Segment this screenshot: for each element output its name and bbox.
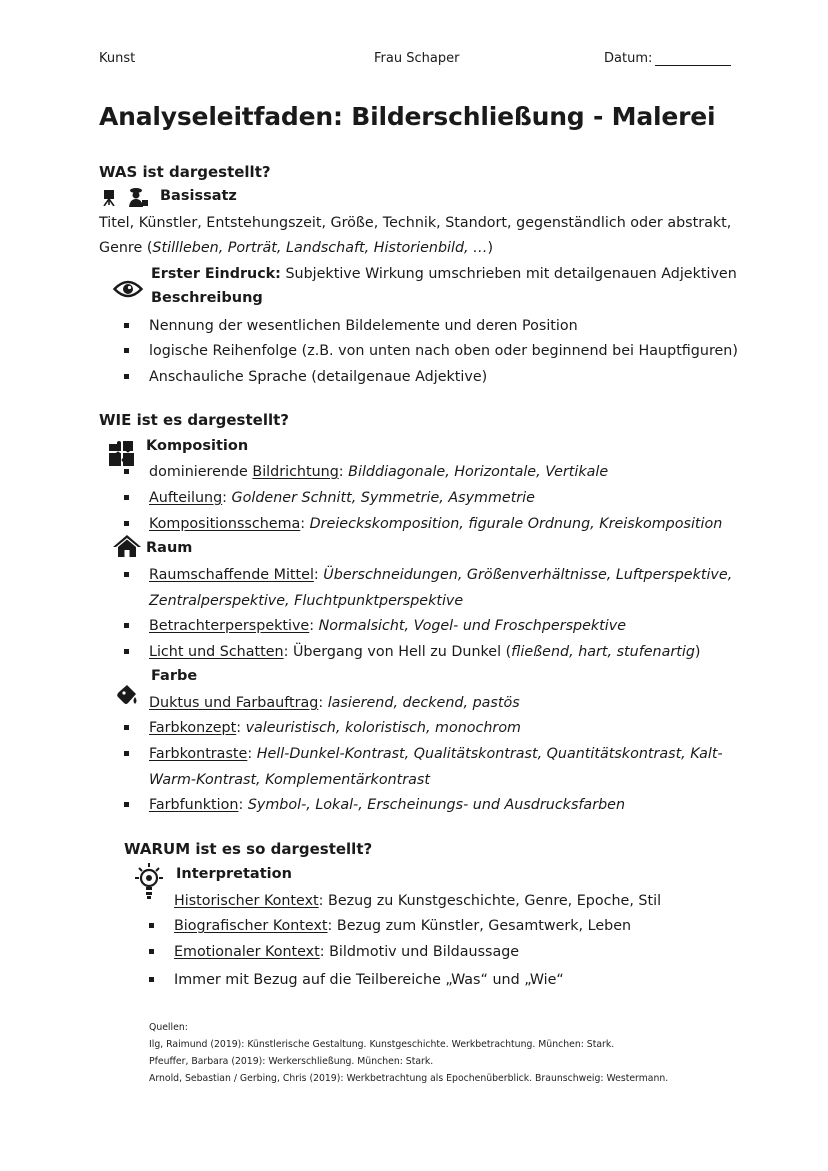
painter-icon [127, 187, 149, 207]
interpretation-item [174, 889, 661, 915]
item-sep: : [313, 567, 324, 583]
basissatz-line1: Titel, Künstler, Entstehungszeit, Größe, Technik, Standort, gegenständlich oder abstrakt, [99, 215, 732, 231]
komposition-item [149, 512, 722, 538]
farbe-item [149, 716, 521, 742]
raum-label: Raum [146, 540, 193, 556]
paint-bucket-icon [115, 683, 139, 707]
item-term: Farbfunktion [149, 797, 239, 813]
komposition-item [149, 460, 608, 486]
puzzle-icon [108, 440, 135, 467]
item-desc: Normalsicht, Vogel- und Froschperspektive [318, 618, 627, 634]
item-term: Biografischer Kontext [174, 918, 328, 934]
item-term: Historischer Kontext [174, 893, 319, 909]
farbe-item [149, 742, 723, 768]
bullet-marker [149, 949, 154, 954]
item-term: Kompositionsschema [149, 516, 301, 532]
bullet-marker [124, 323, 129, 328]
item-sep: : [238, 797, 248, 813]
item-desc: Bilddiagonale, Horizontale, Vertikale [348, 464, 609, 480]
easel-icon [101, 189, 117, 206]
raum-item [149, 563, 732, 589]
header-date [604, 51, 731, 66]
basissatz-genre-prefix: Genre ( [99, 240, 153, 256]
item-rest: : Bezug zum Künstler, Gesamtwerk, Leben [327, 918, 632, 934]
bullet-marker [124, 495, 129, 500]
basissatz-label: Basissatz [160, 188, 237, 204]
item-term: Emotionaler Kontext [174, 944, 320, 960]
item-term: Farbkontraste [149, 746, 248, 762]
bullet-marker [124, 374, 129, 379]
sources-label: Quellen: [149, 1022, 188, 1033]
item-desc: lasierend, deckend, pastös [327, 695, 520, 711]
was-heading: WAS ist dargestellt? [99, 163, 271, 181]
interpretation-item [174, 940, 519, 966]
item-desc: Symbol-, Lokal-, Erscheinungs- und Ausdrucksfarben [247, 797, 626, 813]
bullet-marker [149, 977, 154, 982]
item-desc: Überschneidungen, Größenverhältnisse, Luftperspektive, [323, 567, 733, 583]
item-sep: : [222, 490, 232, 506]
item-sep: : [247, 746, 257, 762]
bullet-marker [124, 725, 129, 730]
header-teacher: Frau Schaper [374, 51, 460, 66]
interpretation-label: Interpretation [176, 866, 292, 882]
item-sep: : Übergang von Hell zu Dunkel ( [283, 644, 512, 660]
source-item: Arnold, Sebastian / Gerbing, Chris (2019): Werkbetrachtung als Epochenüberblick. Braunschweig: Westermann. [149, 1073, 669, 1084]
basissatz-genre-list: Stillleben, Porträt, Landschaft, Historienbild, … [152, 240, 488, 256]
item-term: Raumschaffende Mittel [149, 567, 314, 583]
beschreibung-item: Anschauliche Sprache (detailgenaue Adjektive) [149, 369, 488, 385]
bullet-marker [124, 802, 129, 807]
bullet-marker [124, 623, 129, 628]
wie-heading: WIE ist es dargestellt? [99, 411, 289, 429]
raum-item [149, 640, 700, 666]
item-desc: Hell-Dunkel-Kontrast, Qualitätskontrast, Quantitätskontrast, Kalt- [256, 746, 723, 762]
eindruck-label: Erster Eindruck: [151, 266, 281, 282]
raum-item-continuation: Zentralperspektive, Fluchtpunktperspektive [149, 593, 464, 609]
komposition-item [149, 486, 535, 512]
warum-heading: WARUM ist es so dargestellt? [124, 840, 373, 858]
item-sep: : [236, 720, 246, 736]
beschreibung-item: Nennung der wesentlichen Bildelemente und deren Position [149, 318, 578, 334]
house-icon [112, 534, 142, 558]
interpretation-item [174, 914, 631, 940]
date-blank-line [655, 52, 731, 66]
bullet-marker [124, 572, 129, 577]
item-sep: : [309, 618, 319, 634]
farbe-item-continuation: Warm-Kontrast, Komplementärkontrast [149, 772, 430, 788]
basissatz-genre-suffix: ) [487, 240, 494, 256]
eindruck-line [151, 262, 737, 288]
item-rest: : Bezug zu Kunstgeschichte, Genre, Epoche, Stil [318, 893, 662, 909]
beschreibung-label: Beschreibung [151, 290, 263, 306]
bullet-marker [124, 348, 129, 353]
interpretation-last: Immer mit Bezug auf die Teilbereiche „Was“ und „Wie“ [174, 972, 564, 988]
item-sep: : [300, 516, 310, 532]
farbe-label: Farbe [151, 668, 198, 684]
header-subject: Kunst [99, 51, 136, 66]
item-desc: Dreieckskomposition, figurale Ordnung, Kreiskomposition [309, 516, 723, 532]
lightbulb-icon [133, 862, 165, 900]
item-desc: Goldener Schnitt, Symmetrie, Asymmetrie [231, 490, 535, 506]
eindruck-text: Subjektive Wirkung umschrieben mit detailgenauen Adjektiven [280, 266, 737, 282]
farbe-item [149, 691, 520, 717]
source-item: Ilg, Raimund (2019): Künstlerische Gestaltung. Kunstgeschichte. Werkbetrachtung. München: Stark. [149, 1039, 615, 1050]
item-sep: : [338, 464, 349, 480]
item-term: Betrachterperspektive [149, 618, 310, 634]
item-desc: fließend, hart, stufenartig [511, 644, 695, 660]
date-label: Datum: [604, 51, 653, 66]
item-term: Farbkonzept [149, 720, 237, 736]
bullet-marker [149, 923, 154, 928]
item-sep: : [318, 695, 328, 711]
item-rest: : Bildmotiv und Bildaussage [319, 944, 520, 960]
beschreibung-item: logische Reihenfolge (z.B. von unten nach oben oder beginnend bei Hauptfiguren) [149, 343, 738, 359]
bullet-marker [124, 521, 129, 526]
item-term: Aufteilung [149, 490, 223, 506]
raum-item [149, 614, 626, 640]
bullet-marker [124, 751, 129, 756]
item-term: Duktus und Farbauftrag [149, 695, 319, 711]
bullet-marker [124, 649, 129, 654]
item-term: Bildrichtung [252, 464, 339, 480]
item-end: ) [694, 644, 701, 660]
basissatz-line2 [99, 236, 493, 262]
source-item: Pfeuffer, Barbara (2019): Werkerschließung. München: Stark. [149, 1056, 434, 1067]
eye-icon [113, 279, 143, 299]
item-desc: valeuristisch, koloristisch, monochrom [245, 720, 521, 736]
bullet-marker [124, 469, 129, 474]
page-title: Analyseleitfaden: Bilderschließung - Malerei [99, 102, 716, 131]
item-term: Licht und Schatten [149, 644, 284, 660]
farbe-item [149, 793, 625, 819]
item-prefix: dominierende [149, 464, 253, 480]
komposition-label: Komposition [146, 438, 249, 454]
